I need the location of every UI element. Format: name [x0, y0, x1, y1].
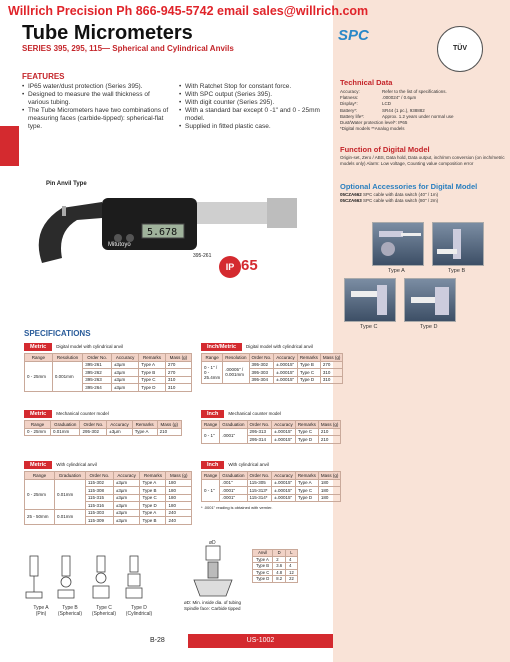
specifications-heading: SPECIFICATIONS	[24, 329, 91, 338]
features-heading: FEATURES	[22, 72, 65, 81]
table-caption	[24, 410, 109, 418]
table-caption	[24, 343, 123, 351]
anvil-dimension-table: Anvil D L Type A 2 4 Type B 3.6 4 Type C 4.8 12 Type D 8.2 22	[252, 549, 298, 583]
spec-table-1: Range Resolution Order No. Accuracy Remarks Mass (g) 0 - 25mm 0.001mm 395-261 ±3µm Type A 270 395-262 ±3µm Type B 270 395-263 ±3µm Type C 310 395-264 ±3µm Type D 310	[24, 353, 192, 392]
tuv-seal	[437, 26, 483, 72]
drawing-label: Type A (Pin)	[33, 605, 49, 617]
feature-item: • The Tube Micrometers have two combinations of measuring faces (carbide-tipped): spherical-flat type.	[22, 107, 170, 131]
feature-item: • Designed to measure the wall thickness of various tubing.	[22, 91, 170, 107]
photo-type-c	[344, 278, 396, 322]
table-caption	[24, 461, 97, 469]
tech-val: **Analog models	[371, 126, 405, 132]
micrometer-code: 395-261	[193, 253, 212, 259]
tube-drawing	[186, 540, 246, 600]
tech-key: Flatness:	[340, 95, 359, 101]
table-tag: Metric	[24, 461, 52, 469]
option-code: 05CZA662	[340, 192, 362, 197]
spec-table-5: Range Graduation Order No. Accuracy Remarks Mass (g) 0 - 25mm 0.01mm 115-302 ±3µm Type A 180 115-308 ±3µm Type B 180 115-315 ±3µm Type C 180 115-316 ±3µm Type D 180 25 - 50mm 0.01mm 115-303 ±3µm Type A 240 115-309 ±3µm Type B 240	[24, 471, 192, 525]
spc-logo: SPC	[338, 27, 369, 44]
option-desc: SPC cable with data switch (40" / 1m)	[363, 192, 439, 197]
pin-anvil-label: Pin Anvil Type	[46, 181, 87, 187]
tech-key: Battery life*:	[340, 113, 365, 119]
feature-item: • Supplied in fitted plastic case.	[179, 123, 329, 131]
function-text: Origin-set, Zero / ABS, Data hold, Data output, inch/mm conversion (on inch/metric models only) Alarm: Low voltage, Counting value composition error	[340, 155, 505, 167]
technical-data	[340, 78, 454, 132]
spec-table-4: Range Graduation Order No. Accuracy Remarks Mass (g) 0 - 1" .0001" 295-313 ±.00015" Type C 210 295-314 ±.00015" Type D 210	[201, 420, 341, 444]
tech-heading: Technical Data	[340, 78, 393, 87]
tech-val: LCD	[382, 101, 392, 107]
ip65-badge	[219, 256, 263, 278]
spec-table-6: Range Graduation Order No. Accuracy Remarks Mass (g) 0 - 1" .001" 115-305 ±.00015" Type A 180 .0001" 115-313* ±.00015" Type C 180 .0001" 115-314* ±.00015" Type D 180	[201, 471, 341, 502]
drawing-label: Type B (Spherical)	[57, 605, 83, 617]
photo-type-a	[372, 222, 424, 266]
table-caption-text: Digital model with cylindrical anvil	[56, 344, 123, 349]
table-caption	[201, 343, 313, 351]
tech-val: Approx. 1.2 years under normal use	[382, 113, 454, 119]
options-section	[340, 182, 508, 204]
tube-notes	[184, 600, 241, 612]
anvil-drawings	[22, 552, 162, 600]
table-caption-text: Mechanical counter model	[56, 411, 109, 416]
anvil-photo-icon	[373, 223, 425, 267]
feature-item: • With SPC output (Series 395).	[179, 91, 329, 99]
tuv-text: TÜV	[453, 45, 467, 52]
anvil-photo-icon	[433, 223, 485, 267]
tech-key: Battery*:	[340, 107, 358, 113]
contact-header: Willrich Precision Ph 866-945-5742 email sales@willrich.com	[8, 4, 369, 18]
display-value: 5.678	[147, 227, 178, 238]
table-tag: Inch	[201, 461, 224, 469]
tech-key: Dust/Water protection level*:	[340, 120, 397, 126]
table-caption	[201, 461, 269, 469]
tech-key: *Digital models	[340, 126, 371, 132]
tech-val: IP65	[398, 120, 408, 126]
photo-label: Type B	[448, 268, 466, 274]
page-subtitle: SERIES 395, 295, 115— Spherical and Cylindrical Anvils	[22, 44, 234, 53]
tube-note: Spindle face: Carbide tipped	[184, 606, 241, 611]
anvil-photo-icon	[405, 279, 457, 323]
function-heading: Function of Digital Model	[340, 145, 430, 154]
photo-type-b	[432, 222, 484, 266]
section-tab	[0, 126, 19, 166]
table-tag: Inch/Metric	[201, 343, 242, 351]
feature-item: • With a standard bar except 0 -1" and 0 - 25mm model.	[179, 107, 329, 123]
footer-code: US-1002	[188, 634, 333, 648]
ip-circle: IP	[219, 256, 241, 278]
ip-number: 65	[241, 257, 258, 274]
drawing-label: Type D (Cylindrical)	[125, 605, 153, 617]
photo-type-d	[404, 278, 456, 322]
tech-val: .000024" / 0.6µm	[382, 95, 417, 101]
tube-diameter-label: øD	[209, 540, 216, 546]
tech-val: Refer to the list of specifications.	[382, 89, 447, 94]
anvil-photo-icon	[345, 279, 397, 323]
photo-label: Type D	[420, 324, 438, 330]
tech-val: SR44 (1 pc.), 938882	[382, 107, 425, 113]
function-section	[340, 145, 505, 167]
table-caption-text: Digital model with cylindrical anvil	[246, 344, 313, 349]
table-caption-text: Mechanical counter model	[228, 411, 281, 416]
page-title: Tube Micrometers	[22, 22, 193, 44]
features-right	[179, 83, 329, 131]
options-heading: Optional Accessories for Digital Model	[340, 182, 478, 191]
vernier-note: * .0001" reading is obtained with vernier.	[201, 505, 273, 510]
features-left	[22, 83, 170, 131]
tech-key: Accuracy:	[340, 89, 360, 94]
spec-table-2: Range Resolution Order No. Accuracy Remarks Mass (g) 0 - 1" / 0 - 25.4mm .00005" / 0.001mm 395-302 ±.00015" Type B 270 395-303 ±.00015" Type C 310 395-304 ±.00015" Type D 310	[201, 353, 343, 384]
drawing-label: Type C (Spherical)	[91, 605, 117, 617]
photo-label: Type C	[360, 324, 378, 330]
option-desc: SPC cable with data switch (80" / 2m)	[363, 198, 439, 204]
option-code: 05CZA663	[340, 198, 362, 204]
tech-key: Display*:	[340, 101, 358, 107]
table-tag: Metric	[24, 343, 52, 351]
photo-label: Type A	[388, 268, 405, 274]
table-tag: Metric	[24, 410, 52, 418]
svg-text:Mitutoyo: Mitutoyo	[108, 242, 131, 248]
table-caption-text: With cylindrical anvil	[228, 462, 269, 467]
table-caption	[201, 410, 281, 418]
feature-item: • With digit counter (Series 295).	[179, 99, 329, 107]
spec-table-3: Range Graduation Order No. Accuracy Remarks Mass (g) 0 - 25mm 0.01mm 295-302 ±3µm Type A 210	[24, 420, 182, 436]
table-caption-text: With cylindrical anvil	[56, 462, 97, 467]
feature-item: • With Ratchet Stop for constant force.	[179, 83, 329, 91]
feature-item: • IP65 water/dust protection (Series 395).	[22, 83, 170, 91]
micrometer-image	[22, 188, 322, 278]
page-number: B-28	[150, 637, 165, 644]
tube-note: øD: Min. inside dia. of tubing	[184, 600, 242, 605]
table-tag: Inch	[201, 410, 224, 418]
